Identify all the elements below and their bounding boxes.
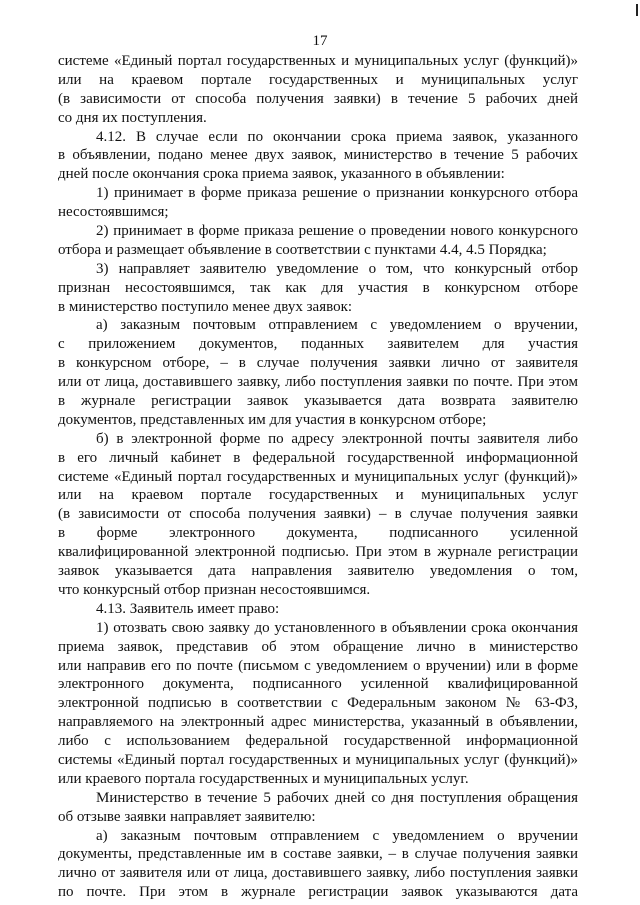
scan-edge-mark [636, 4, 638, 16]
paragraph [58, 827, 578, 903]
text-line: Министерство в течение 5 рабочих дней со дня поступления обращения [96, 789, 578, 806]
text-line: или на краевом портале государственных и муниципальных услуг [58, 71, 578, 88]
text-line: что конкурсный отбор признан несостоявшимся. [58, 581, 371, 598]
text-line: направляемого на электронный адрес министерства, указанный в объявлении, [58, 714, 578, 731]
document-body [58, 52, 578, 902]
text-line: приема заявок, представив об этом обращение лично в министерство [58, 638, 578, 655]
text-line: или от лица, доставившего заявку, либо поступления заявки по почте. При этом [58, 374, 578, 391]
paragraph [58, 52, 578, 128]
paragraph [58, 430, 578, 600]
text-line: с приложением документов, поданных заявителем для участия [58, 336, 578, 353]
text-line: в объявлении, подано менее двух заявок, министерство в течение 5 рабочих [58, 147, 578, 164]
text-line: в его личный кабинет в федеральной государственной информационной [58, 449, 578, 466]
paragraph [58, 260, 578, 317]
text-line: (в зависимости от способа получения заявки) – в случае получения заявки [58, 506, 578, 523]
text-line: несостоявшимся; [58, 204, 169, 221]
text-line: электронной подписью в соответствии с Федеральным законом № 63-ФЗ, [58, 695, 578, 712]
paragraph [58, 316, 578, 429]
text-line: или краевого портала государственных и муниципальных услуг. [58, 770, 469, 787]
text-line: в конкурсном отборе, – в случае получения заявки лично от заявителя [58, 355, 578, 372]
text-line: или на краевом портале государственных и муниципальных услуг [58, 487, 578, 504]
page-number: 17 [312, 33, 328, 49]
text-line: б) в электронной форме по адресу электронной почты заявителя либо [96, 430, 578, 447]
text-line: 3) направляет заявителю уведомление о том, что конкурсный отбор [96, 260, 578, 277]
text-line: либо с использованием федеральной государственной информационной [58, 733, 578, 750]
text-line: системе «Единый портал государственных и муниципальных услуг (функций)» [58, 468, 578, 485]
paragraph [58, 600, 578, 619]
text-line: системы «Единый портал государственных и муниципальных услуг (функций)» [58, 751, 578, 768]
paragraph [58, 128, 578, 185]
text-line: в министерство поступило менее двух заявок: [58, 298, 353, 315]
text-line: или направив его по почте (письмом с уведомлением о вручении) или в форме [58, 657, 578, 674]
paragraph [58, 184, 578, 222]
paragraph [58, 619, 578, 789]
text-line: системе «Единый портал государственных и муниципальных услуг (функций)» [58, 53, 578, 69]
text-line: 1) отозвать свою заявку до установленного в объявлении срока окончания [96, 619, 578, 636]
paragraph [58, 789, 578, 827]
text-line: а) заказным почтовым отправлением с уведомлением о вручении, [96, 317, 578, 334]
text-line: в журнале регистрации заявок указывается дата возврата заявителю [58, 393, 578, 410]
text-line: 4.12. В случае если по окончании срока приема заявок, указанного [96, 128, 578, 145]
text-line: электронного документа, подписанного усиленной квалифицированной [58, 676, 578, 693]
text-line: со дня их поступления. [58, 109, 207, 126]
text-line: заявок указывается дата направления заявителю уведомления о том, [58, 563, 578, 580]
text-line: по почте. При этом в журнале регистрации заявок указываются дата [58, 884, 578, 901]
text-line: (в зависимости от способа получения заявки) в течение 5 рабочих дней [58, 90, 578, 107]
text-line: дней после окончания срока приема заявок, указанного в объявлении: [58, 166, 505, 183]
text-line: 1) принимает в форме приказа решение о признании конкурсного отбора [96, 185, 578, 202]
text-line: квалифицированной электронной подписью. При этом в журнале регистрации [58, 544, 578, 561]
text-line: об отзыве заявки направляет заявителю: [58, 808, 316, 825]
paragraph [58, 222, 578, 260]
text-line: признан несостоявшимся, так как для участия в конкурсном отборе [58, 279, 578, 296]
text-line: отбора и размещает объявление в соответствии с пунктами 4.4, 4.5 Порядка; [58, 241, 547, 258]
text-line: лично от заявителя или от лица, доставившего заявку, либо поступления заявки [58, 865, 578, 882]
text-line: документы, представленные им в составе заявки, – в случае получения заявки [58, 846, 578, 863]
text-line: документов, представленных им для участия в конкурсном отборе; [58, 411, 487, 428]
text-line: 2) принимает в форме приказа решение о проведении нового конкурсного [96, 223, 578, 240]
text-line: а) заказным почтовым отправлением с уведомлением о вручении [96, 827, 578, 844]
text-line: в форме электронного документа, подписанного усиленной [58, 525, 578, 542]
text-line: 4.13. Заявитель имеет право: [96, 600, 280, 617]
